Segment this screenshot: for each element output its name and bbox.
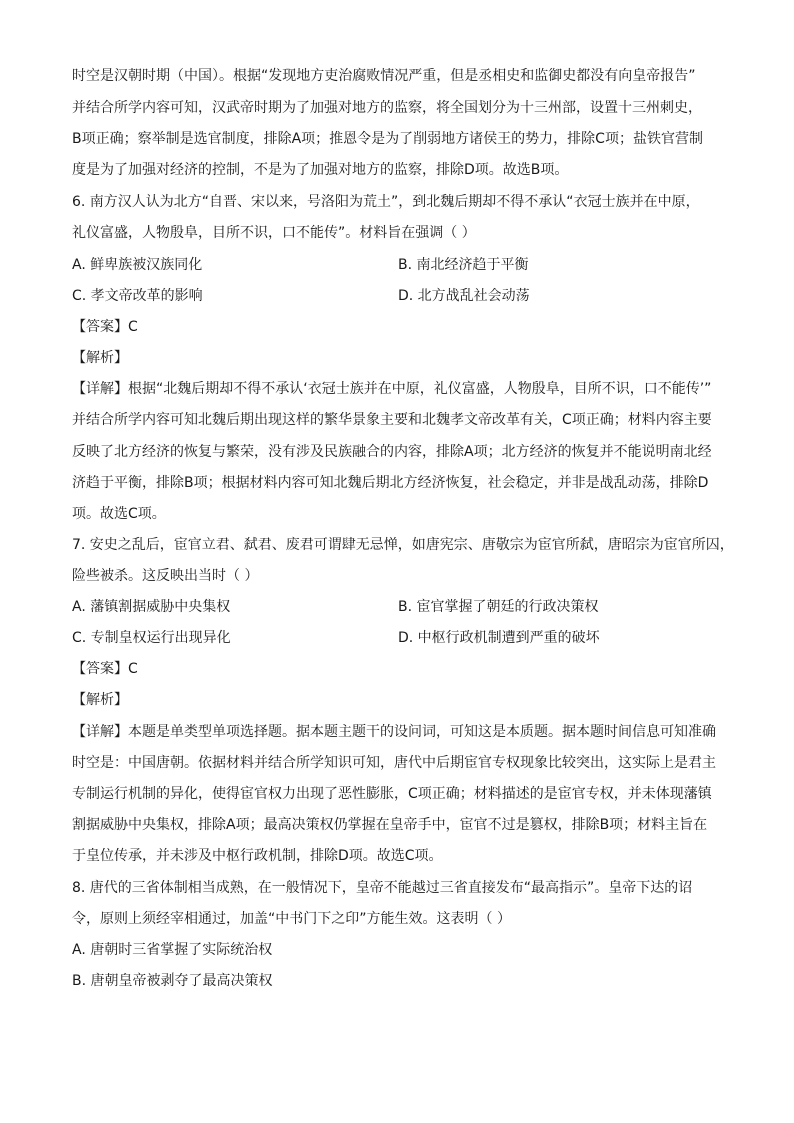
q6-detail-line-3: 反映了北方经济的恢复与繁荣，没有涉及民族融合的内容，排除A项；北方经济的恢复并不能说明南北经	[72, 444, 712, 460]
q6-option-c: C. 孝文帝改革的影响	[72, 288, 203, 304]
q5-analysis-line-3: B项正确；察举制是选官制度，排除A项；推恩令是为了削弱地方诸侯王的势力，排除C项；盐铁官营制	[72, 131, 703, 147]
q5-analysis-line-2: 并结合所学内容可知，汉武帝时期为了加强对地方的监察，将全国划分为十三州部，设置十三州刺史，	[72, 100, 702, 116]
q7-detail-line-3: 专制运行机制的异化，使得宦官权力出现了恶性膨胀，C项正确；材料描述的是宦官专权，并未体现藩镇	[72, 786, 712, 802]
q7-option-a: A. 藩镇割据威胁中央集权	[72, 599, 231, 615]
q7-stem-line-2: 险些被杀。这反映出当时（ ）	[72, 568, 259, 584]
q6-answer: 【答案】C	[72, 319, 138, 335]
q8-stem-line-2: 令，原则上须经宰相通过，加盖“中书门下之印”方能生效。这表明（ ）	[72, 911, 511, 927]
q7-detail-line-2: 时空是：中国唐朝。依据材料并结合所学知识可知，唐代中后期宦官专权现象比较突出，这实际上是君主	[72, 755, 716, 771]
q7-answer: 【答案】C	[72, 661, 138, 677]
q6-stem-line-2: 礼仪富盛，人物殷阜，目所不识，口不能传”。材料旨在强调（ ）	[72, 225, 476, 241]
q6-option-b: B. 南北经济趋于平衡	[398, 257, 529, 273]
q5-analysis-line-1: 时空是汉朝时期（中国）。根据“发现地方吏治腐败情况严重，但是丞相史和监御史都没有向皇帝报告”	[72, 68, 696, 84]
q8-stem-line-1: 8. 唐代的三省体制相当成熟，在一般情况下，皇帝不能越过三省直接发布“最高指示”。皇帝下达的诏	[72, 880, 693, 896]
q7-detail-line-1: 【详解】本题是单类型单项选择题。据本题主题干的设问词，可知这是本质题。据本题时间信息可知准确	[72, 724, 716, 740]
q7-option-b: B. 宦官掌握了朝廷的行政决策权	[398, 599, 599, 615]
q7-detail-line-4: 割据威胁中央集权，排除A项；最高决策权仍掌握在皇帝手中，宦官不过是篡权，排除B项；材料主旨在	[72, 817, 708, 833]
q6-analysis-label: 【解析】	[72, 350, 128, 366]
q7-detail-line-5: 于皇位传承，并未涉及中枢行政机制，排除D项。故选C项。	[72, 848, 443, 864]
q8-option-a: A. 唐朝时三省掌握了实际统治权	[72, 942, 273, 958]
q8-option-b: B. 唐朝皇帝被剥夺了最高决策权	[72, 973, 273, 989]
q7-analysis-label: 【解析】	[72, 692, 128, 708]
q7-option-c: C. 专制皇权运行出现异化	[72, 630, 231, 646]
q6-option-d: D. 北方战乱社会动荡	[398, 288, 530, 304]
q6-detail-line-5: 项。故选C项。	[72, 506, 166, 522]
q5-analysis-line-4: 度是为了加强对经济的控制，不是为了加强对地方的监察，排除D项。故选B项。	[72, 162, 569, 178]
q7-option-d: D. 中枢行政机制遭到严重的破坏	[398, 630, 600, 646]
q6-detail-line-4: 济趋于平衡，排除B项；根据材料内容可知北魏后期北方经济恢复，社会稳定，并非是战乱动荡，排除D	[72, 475, 709, 491]
q6-stem-line-1: 6. 南方汉人认为北方“自晋、宋以来，号洛阳为荒土”，到北魏后期却不得不承认“衣冠士族并在中原，	[72, 194, 700, 210]
q7-stem-line-1: 7. 安史之乱后，宦官立君、弑君、废君可谓肆无忌惮，如唐宪宗、唐敬宗为宦官所弑，唐昭宗为宦官所囚，	[72, 537, 734, 553]
q6-option-a: A. 鲜卑族被汉族同化	[72, 257, 203, 273]
q6-detail-line-1: 【详解】根据“北魏后期却不得不承认‘衣冠士族并在中原，礼仪富盛，人物殷阜，目所不识，口不能传’”	[72, 381, 712, 397]
q6-detail-line-2: 并结合所学内容可知北魏后期出现这样的繁华景象主要和北魏孝文帝改革有关，C项正确；材料内容主要	[72, 412, 712, 428]
